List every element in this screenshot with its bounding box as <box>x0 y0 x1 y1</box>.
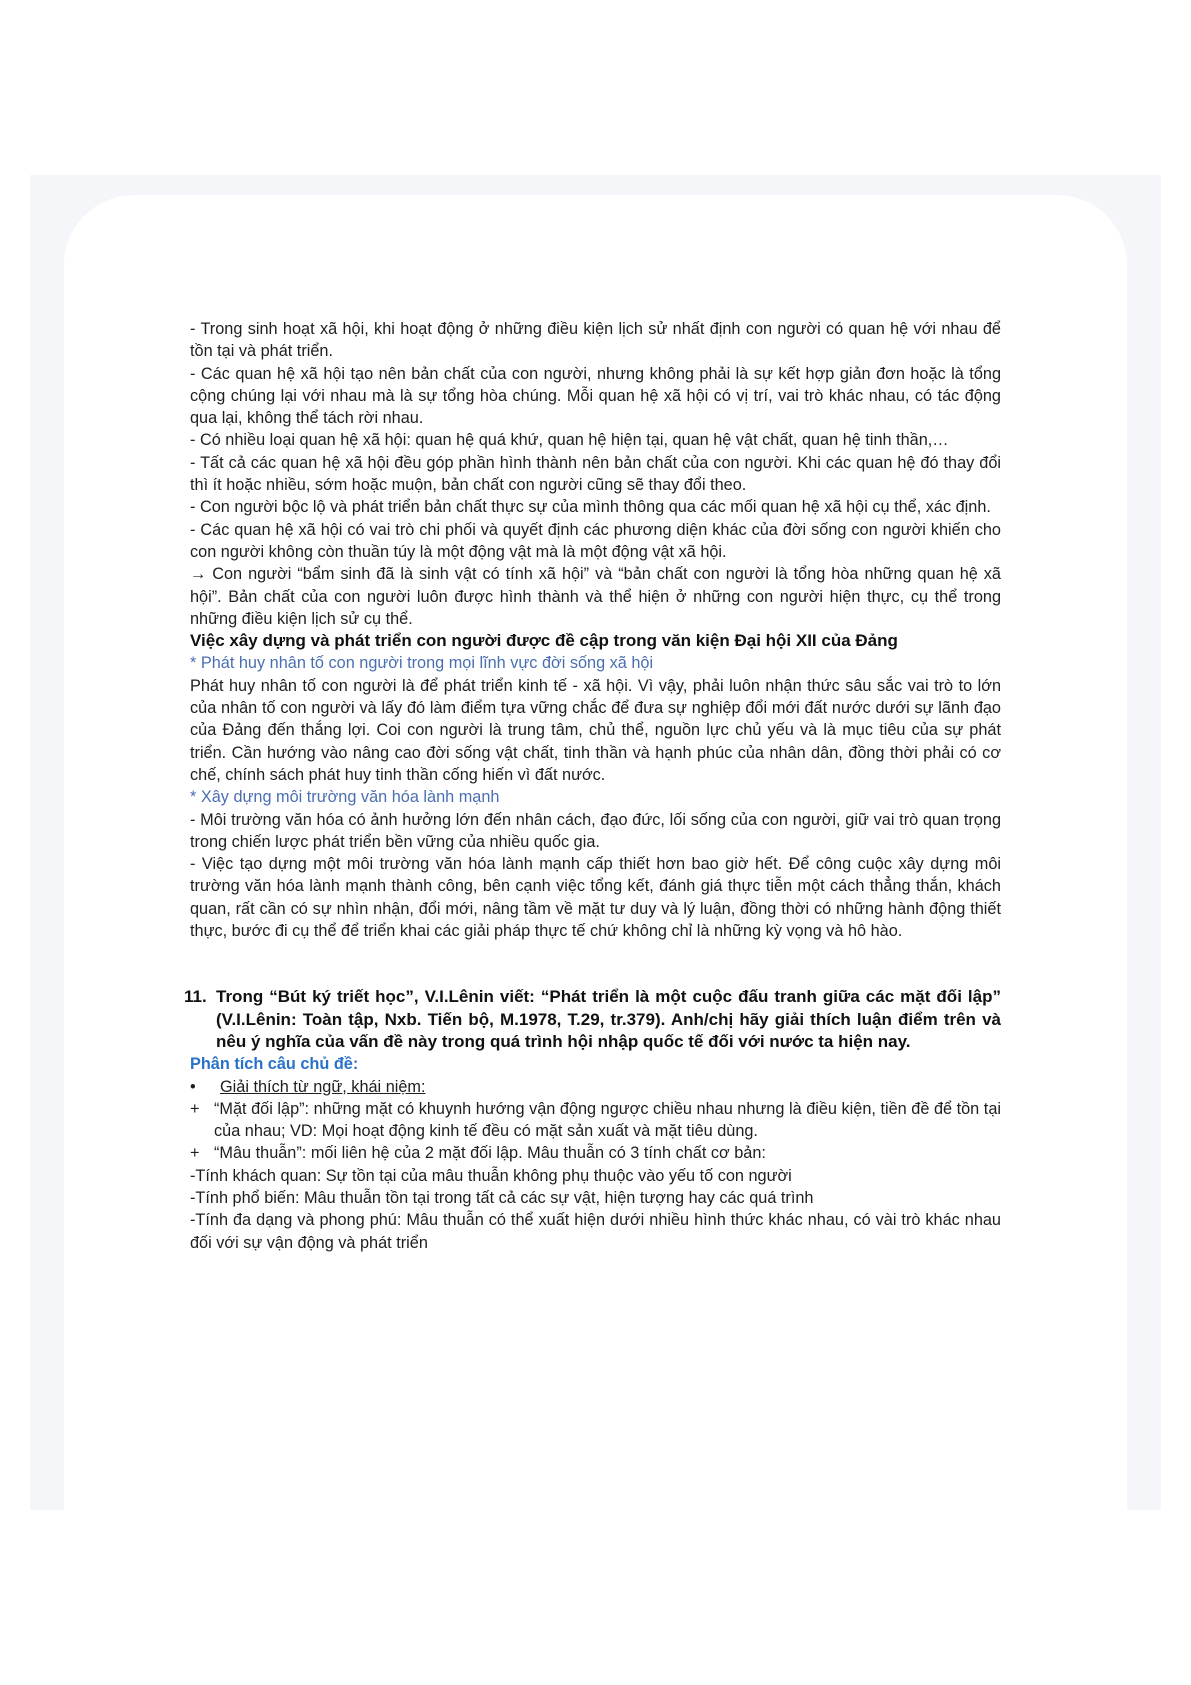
bullet-item <box>190 1076 1001 1098</box>
question-text: Trong “Bút ký triết học”, V.I.Lênin viết: “Phát triển là một cuộc đấu tranh giữa các mặt đối lập” (V.I.Lênin: Toàn tập, Nxb. Tiến bộ, M.1978, T.29, tr.379). Anh/chị hãy giải thích luận điểm trên và nêu ý nghĩa của vấn đề này trong quá trình hội nhập quốc tế đối với nước ta hiện nay. <box>216 987 1001 1051</box>
bullet-icon: • <box>190 1077 196 1096</box>
bullet-text: Giải thích từ ngữ, khái niệm: <box>220 1077 426 1096</box>
subsection-title: * Phát huy nhân tố con người trong mọi lĩnh vực đời sống xã hội <box>190 654 654 673</box>
property-item: -Tính phổ biến: Mâu thuẫn tồn tại trong tất cả các sự vật, hiện tượng hay các quá trình <box>190 1188 814 1207</box>
paragraph: - Việc tạo dựng một môi trường văn hóa lành mạnh cấp thiết hơn bao giờ hết. Để công cuộc xây dựng môi trường văn hóa lành mạnh thành công, bên cạnh việc tổng kết, đánh giá thực tiễn một cách thẳng thắn, khách quan, rất cần có sự nhìn nhận, đổi mới, nâng tầm về mặt tư duy và lý luận, đồng thời có những hành động thiết thực, bước đi cụ thể để triển khai các giải pháp thực tế chứ không chỉ là những kỳ vọng và hô hào. <box>190 855 1001 941</box>
subsection-title: * Xây dựng môi trường văn hóa lành mạnh <box>190 788 500 807</box>
paragraph: - Môi trường văn hóa có ảnh hưởng lớn đến nhân cách, đạo đức, lối sống của con người, giữ vai trò quan trọng trong chiến lược phát triển bền vững của nhiều quốc gia. <box>190 810 1001 851</box>
question-number: 11. <box>184 987 207 1007</box>
paragraph: - Các quan hệ xã hội có vai trò chi phối và quyết định các phương diện khác của đời sống con người khiến cho con người không còn thuần túy là một động vật mà là một động vật xã hội. <box>190 520 1001 561</box>
paragraph: - Có nhiều loại quan hệ xã hội: quan hệ quá khứ, quan hệ hiện tại, quan hệ vật chất, quan hệ tinh thần,… <box>190 431 949 450</box>
analysis-title: Phân tích câu chủ đề: <box>190 1055 359 1074</box>
paragraph: Phát huy nhân tố con người là để phát triển kinh tế - xã hội. Vì vậy, phải luôn nhận thức sâu sắc vai trò to lớn của nhân tố con người và lấy đó làm điểm tựa vững chắc để đưa sự nghiệp đổi mới đất nước dưới sự lãnh đạo của Đảng đến thắng lợi. Coi con người là trung tâm, chủ thể, nguồn lực chủ yếu và là mục tiêu của sự phát triển. Cần hướng vào nâng cao đời sống vật chất, tinh thần và hạnh phúc của nhân dân, đồng thời phải có cơ chế, chính sách phát huy tinh thần cống hiến vì đất nước. <box>190 676 1001 784</box>
property-item: -Tính đa dạng và phong phú: Mâu thuẫn có thể xuất hiện dưới nhiều hình thức khác nhau, có vài trò khác nhau đối với sự vận động và phát triển <box>190 1211 1001 1252</box>
paragraph: → Con người “bẩm sinh đã là sinh vật có tính xã hội” và “bản chất con người là tổng hòa những quan hệ xã hội”. Bản chất của con người luôn được hình thành và thể hiện ở những con người hiện thực, cụ thể trong những điều kiện lịch sử cụ thể. <box>190 565 1001 628</box>
paragraph: - Trong sinh hoạt xã hội, khi hoạt động ở những điều kiện lịch sử nhất định con người có quan hệ với nhau để tồn tại và phát triển. <box>190 320 1001 361</box>
paragraph: - Con người bộc lộ và phát triển bản chất thực sự của mình thông qua các mối quan hệ xã hội cụ thể, xác định. <box>190 498 991 517</box>
section-heading: Việc xây dựng và phát triển con người được đề cập trong văn kiện Đại hội XII của Đảng <box>190 631 898 651</box>
question-block <box>184 986 1001 1053</box>
plus-mark: + <box>190 1099 200 1118</box>
plus-mark: + <box>190 1144 200 1163</box>
paragraph: - Tất cả các quan hệ xã hội đều góp phần hình thành nên bản chất của con người. Khi các quan hệ đó thay đổi thì ít hoặc nhiều, sớm hoặc muộn, bản chất con người cũng sẽ thay đổi theo. <box>190 453 1001 495</box>
definition-text: “Mặt đối lập”: những mặt có khuynh hướng vận động ngược chiều nhau nhưng là điều kiện, tiền đề để tồn tại của nhau; VD: Mọi hoạt động kinh tế đều có mặt sản xuất và mặt tiêu dùng. <box>214 1099 1001 1141</box>
definition-text: “Mâu thuẫn”: mối liên hệ của 2 mặt đối lập. Mâu thuẫn có 3 tính chất cơ bản: <box>214 1144 766 1163</box>
property-item: -Tính khách quan: Sự tồn tại của mâu thuẫn không phụ thuộc vào yếu tố con người <box>190 1166 792 1185</box>
definition-item <box>190 1142 1001 1164</box>
paragraph: - Các quan hệ xã hội tạo nên bản chất của con người, nhưng không phải là sự kết hợp giản đơn hoặc là tổng cộng chúng lại với nhau mà là sự tổng hòa chúng. Mỗi quan hệ xã hội có vị trí, vai trò khác nhau, có tác động qua lại, không thể tách rời nhau. <box>190 364 1001 428</box>
document-content <box>184 318 1001 1254</box>
definition-item <box>190 1098 1001 1143</box>
